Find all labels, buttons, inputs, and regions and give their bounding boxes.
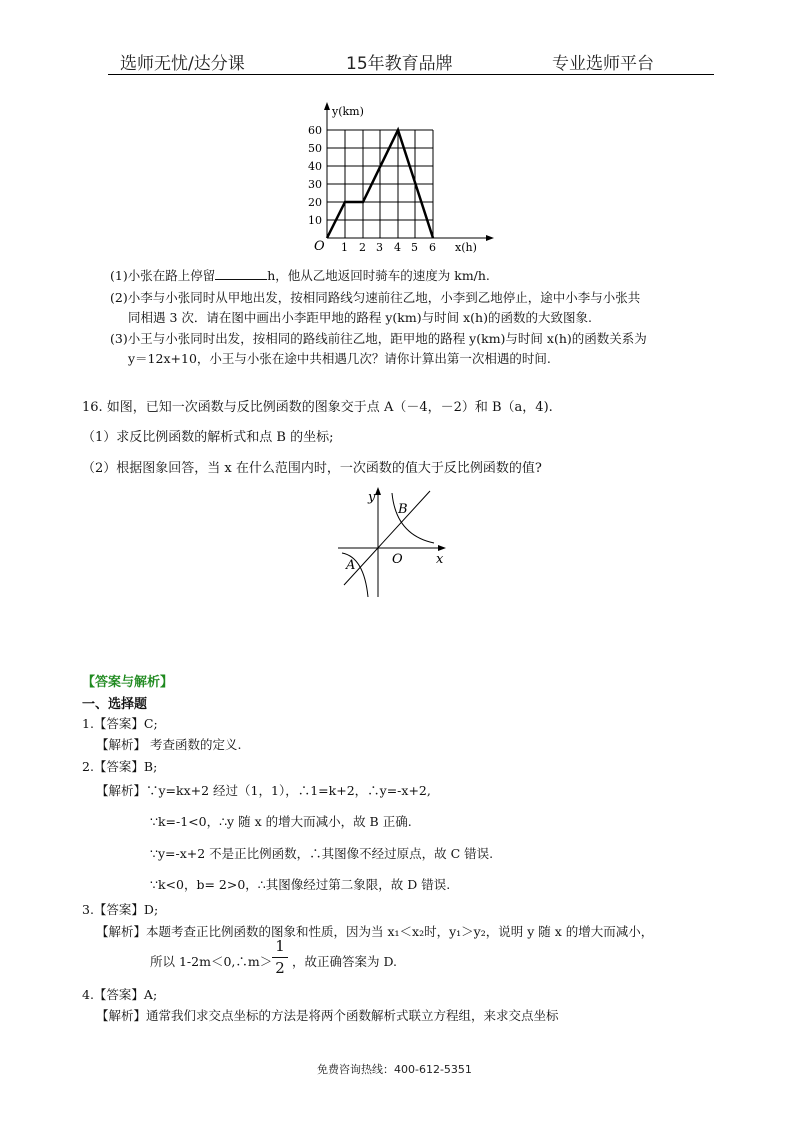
answer-2-line3: ∵y=-x+2 不是正比例函数，∴其图像不经过原点，故 C 错误. [150,846,494,861]
x-tick: 2 [359,241,366,254]
x-tick: 5 [411,241,418,254]
answer-3-line2b: ，故正确答案为 D. [292,954,398,969]
y-tick: 50 [308,142,322,155]
answer-2: 2.【答案】B; [82,759,158,774]
footer-hotline: 免费咨询热线：400-612-5351 [317,1063,472,1076]
x-tick: 3 [376,241,383,254]
answer-4-explanation: 【解析】通常我们求交点坐标的方法是将两个函数解析式联立方程组，来求交点坐标 [96,1008,559,1023]
x-tick: 6 [429,241,436,254]
header-platform: 专业选师平台 [552,54,654,74]
answer-2-line2: ∵k=-1<0，∴y 随 x 的增大而减小，故 B 正确. [150,814,412,829]
x-tick: 1 [341,241,348,254]
distance-time-graph [300,98,500,258]
answer-3: 3.【答案】D; [82,902,159,917]
q16-stem: 16. 如图，已知一次函数与反比例函数的图象交于点 A（－4，－2）和 B（a，4). [82,400,553,415]
header-brand: 选师无忧/达分课 [120,54,245,74]
q15-part2-line2: 同相遇 3 次．请在图中画出小李距甲地的路程 y(km)与时间 x(h)的函数的大致图象. [128,310,592,325]
fraction-denominator: 2 [275,959,285,977]
q16-part1: （1）求反比例函数的解析式和点 B 的坐标; [82,430,334,445]
q15-part1: (1)小张在路上停留 h，他从乙地返回时骑车的速度为 km/h. [110,268,490,283]
x-axis-label: x(h) [455,241,477,254]
origin-label: O [314,239,325,254]
answer-4: 4.【答案】A; [82,987,158,1002]
q15-part2-line1: (2)小李与小张同时从甲地出发，按相同路线匀速前往乙地，小李到乙地停止，途中小李与小张共 [110,290,641,305]
point-b-label: B [398,502,408,517]
q15-part3-line1: (3)小王与小张同时出发，按相同的路线前往乙地，距甲地的路程 y(km)与时间 x(h)的函数关系为 [110,331,647,346]
answer-1-explanation: 【解析】 考查函数的定义. [96,737,242,752]
header-divider [108,74,714,75]
answer-2-line4: ∵k<0，b= 2>0，∴其图像经过第二象限，故 D 错误. [150,877,451,892]
answers-title: 【答案与解析】 [82,675,174,690]
header-slogan: 15年教育品牌 [346,54,453,74]
y-tick: 40 [308,160,322,173]
answer-2-explanation: 【解析】∵y=kx+2 经过（1，1），∴1=k+2，∴y=-x+2, [96,783,431,798]
graph2-y-label: y [368,490,376,505]
point-a-label: A [346,558,356,573]
answer-3-explanation: 【解析】本题考查正比例函数的图象和性质，因为当 x₁＜x₂时，y₁＞y₂，说明 y 随 x 的增大而减小， [96,924,654,939]
fraction-numerator: 1 [275,937,285,955]
y-tick: 10 [308,214,322,227]
q15-part3-line2: y＝12x+10，小王与小张在途中共相遇几次？请你计算出第一次相遇的时间. [128,351,551,366]
graph2-x-label: x [436,552,444,567]
y-axis-label: y(km) [332,105,364,118]
x-tick: 4 [394,241,401,254]
section-title: 一、选择题 [82,697,148,712]
answer-3-line2a: 所以 1-2m＜0,∴m＞ [150,954,273,969]
y-tick: 20 [308,196,322,209]
answer-1: 1.【答案】C; [82,716,158,731]
fraction-bar [272,957,288,958]
q16-part2: （2）根据图象回答，当 x 在什么范围内时，一次函数的值大于反比例函数的值? [82,461,542,476]
function-intersection-graph [330,485,460,605]
y-tick: 30 [308,178,322,191]
y-tick: 60 [308,124,322,137]
graph2-origin-label: O [392,552,403,567]
